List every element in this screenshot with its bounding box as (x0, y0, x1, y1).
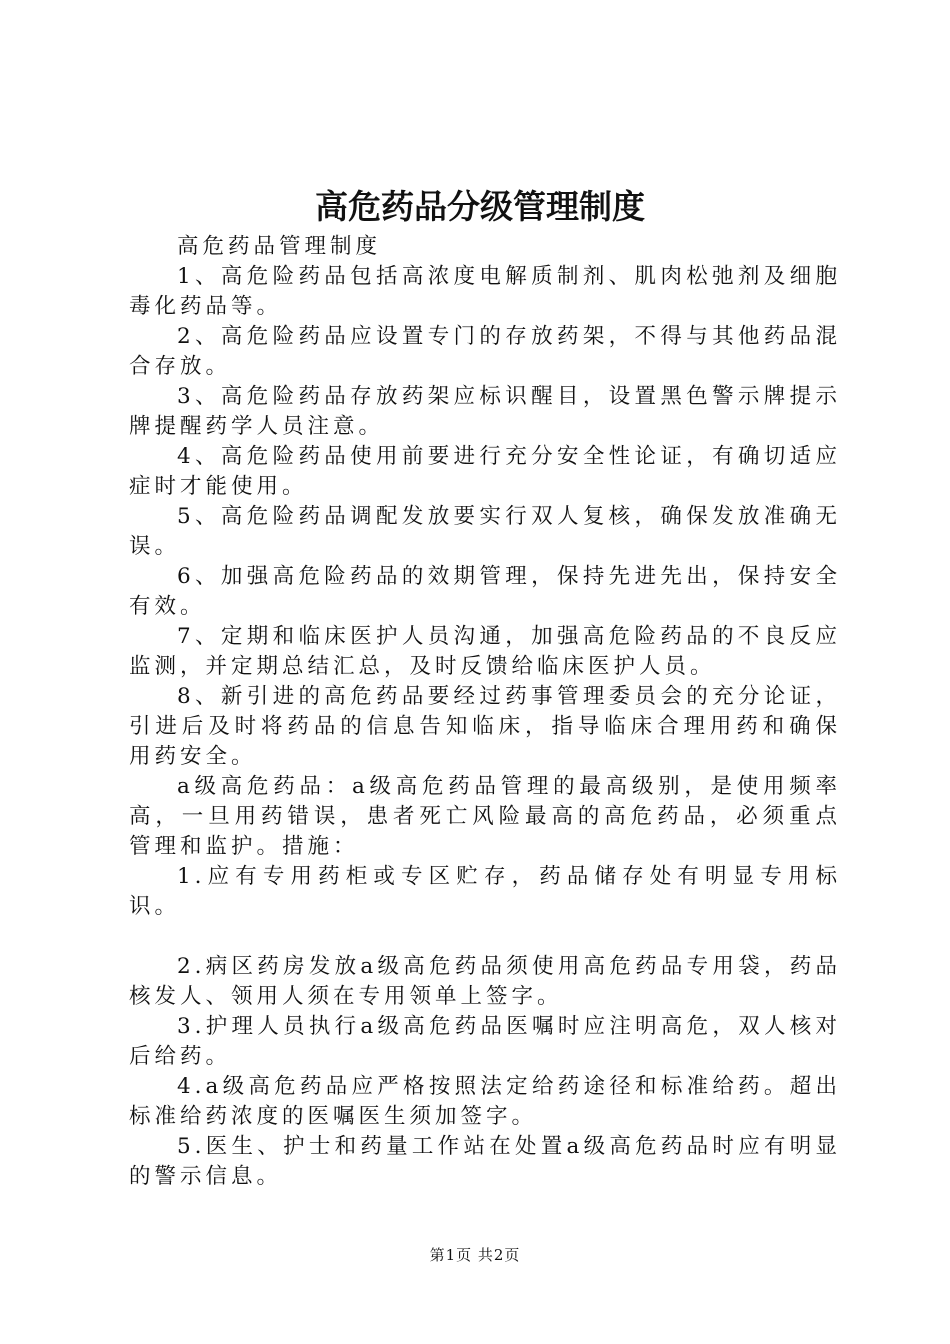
measure-item-2: 2.病区药房发放a级高危药品须使用高危药品专用袋，药品核发人、领用人须在专用领单上签字。 (129, 954, 841, 1009)
measure-item-3: 3.护理人员执行a级高危药品医嘱时应注明高危，双人核对后给药。 (129, 1014, 841, 1069)
rule-item-3: 3、高危险药品存放药架应标识醒目，设置黑色警示牌提示牌提醒药学人员注意。 (129, 384, 841, 439)
rule-item-6: 6、加强高危险药品的效期管理，保持先进先出，保持安全有效。 (129, 564, 841, 619)
rule-item-7: 7、定期和临床医护人员沟通，加强高危险药品的不良反应监测，并定期总结汇总，及时反馈给临床医护人员。 (129, 624, 841, 679)
a-level-definition: a级高危药品：a级高危药品管理的最高级别，是使用频率高，一旦用药错误，患者死亡风险最高的高危药品，必须重点管理和监护。措施： (129, 774, 841, 859)
document-body (129, 232, 841, 1192)
rule-item-1: 1、高危险药品包括高浓度电解质制剂、肌肉松弛剂及细胞毒化药品等。 (129, 264, 841, 319)
rule-item-2: 2、高危险药品应设置专门的存放药架，不得与其他药品混合存放。 (129, 324, 841, 379)
page-footer: 第1页 共2页 (429, 1246, 521, 1264)
section-heading: 高危药品管理制度 (177, 234, 382, 259)
document-title: 高危药品分级管理制度 (315, 187, 645, 226)
measure-item-5: 5.医生、护士和药量工作站在处置a级高危药品时应有明显的警示信息。 (129, 1134, 841, 1189)
rule-item-8: 8、新引进的高危药品要经过药事管理委员会的充分论证，引进后及时将药品的信息告知临床，指导临床合理用药和确保用药安全。 (129, 684, 841, 769)
measure-item-1: 1.应有专用药柜或专区贮存，药品储存处有明显专用标识。 (129, 864, 841, 919)
measure-item-4: 4.a级高危药品应严格按照法定给药途径和标准给药。超出标准给药浓度的医嘱医生须加签字。 (129, 1074, 841, 1129)
rule-item-5: 5、高危险药品调配发放要实行双人复核，确保发放准确无误。 (129, 504, 841, 559)
rule-item-4: 4、高危险药品使用前要进行充分安全性论证，有确切适应症时才能使用。 (129, 444, 841, 499)
